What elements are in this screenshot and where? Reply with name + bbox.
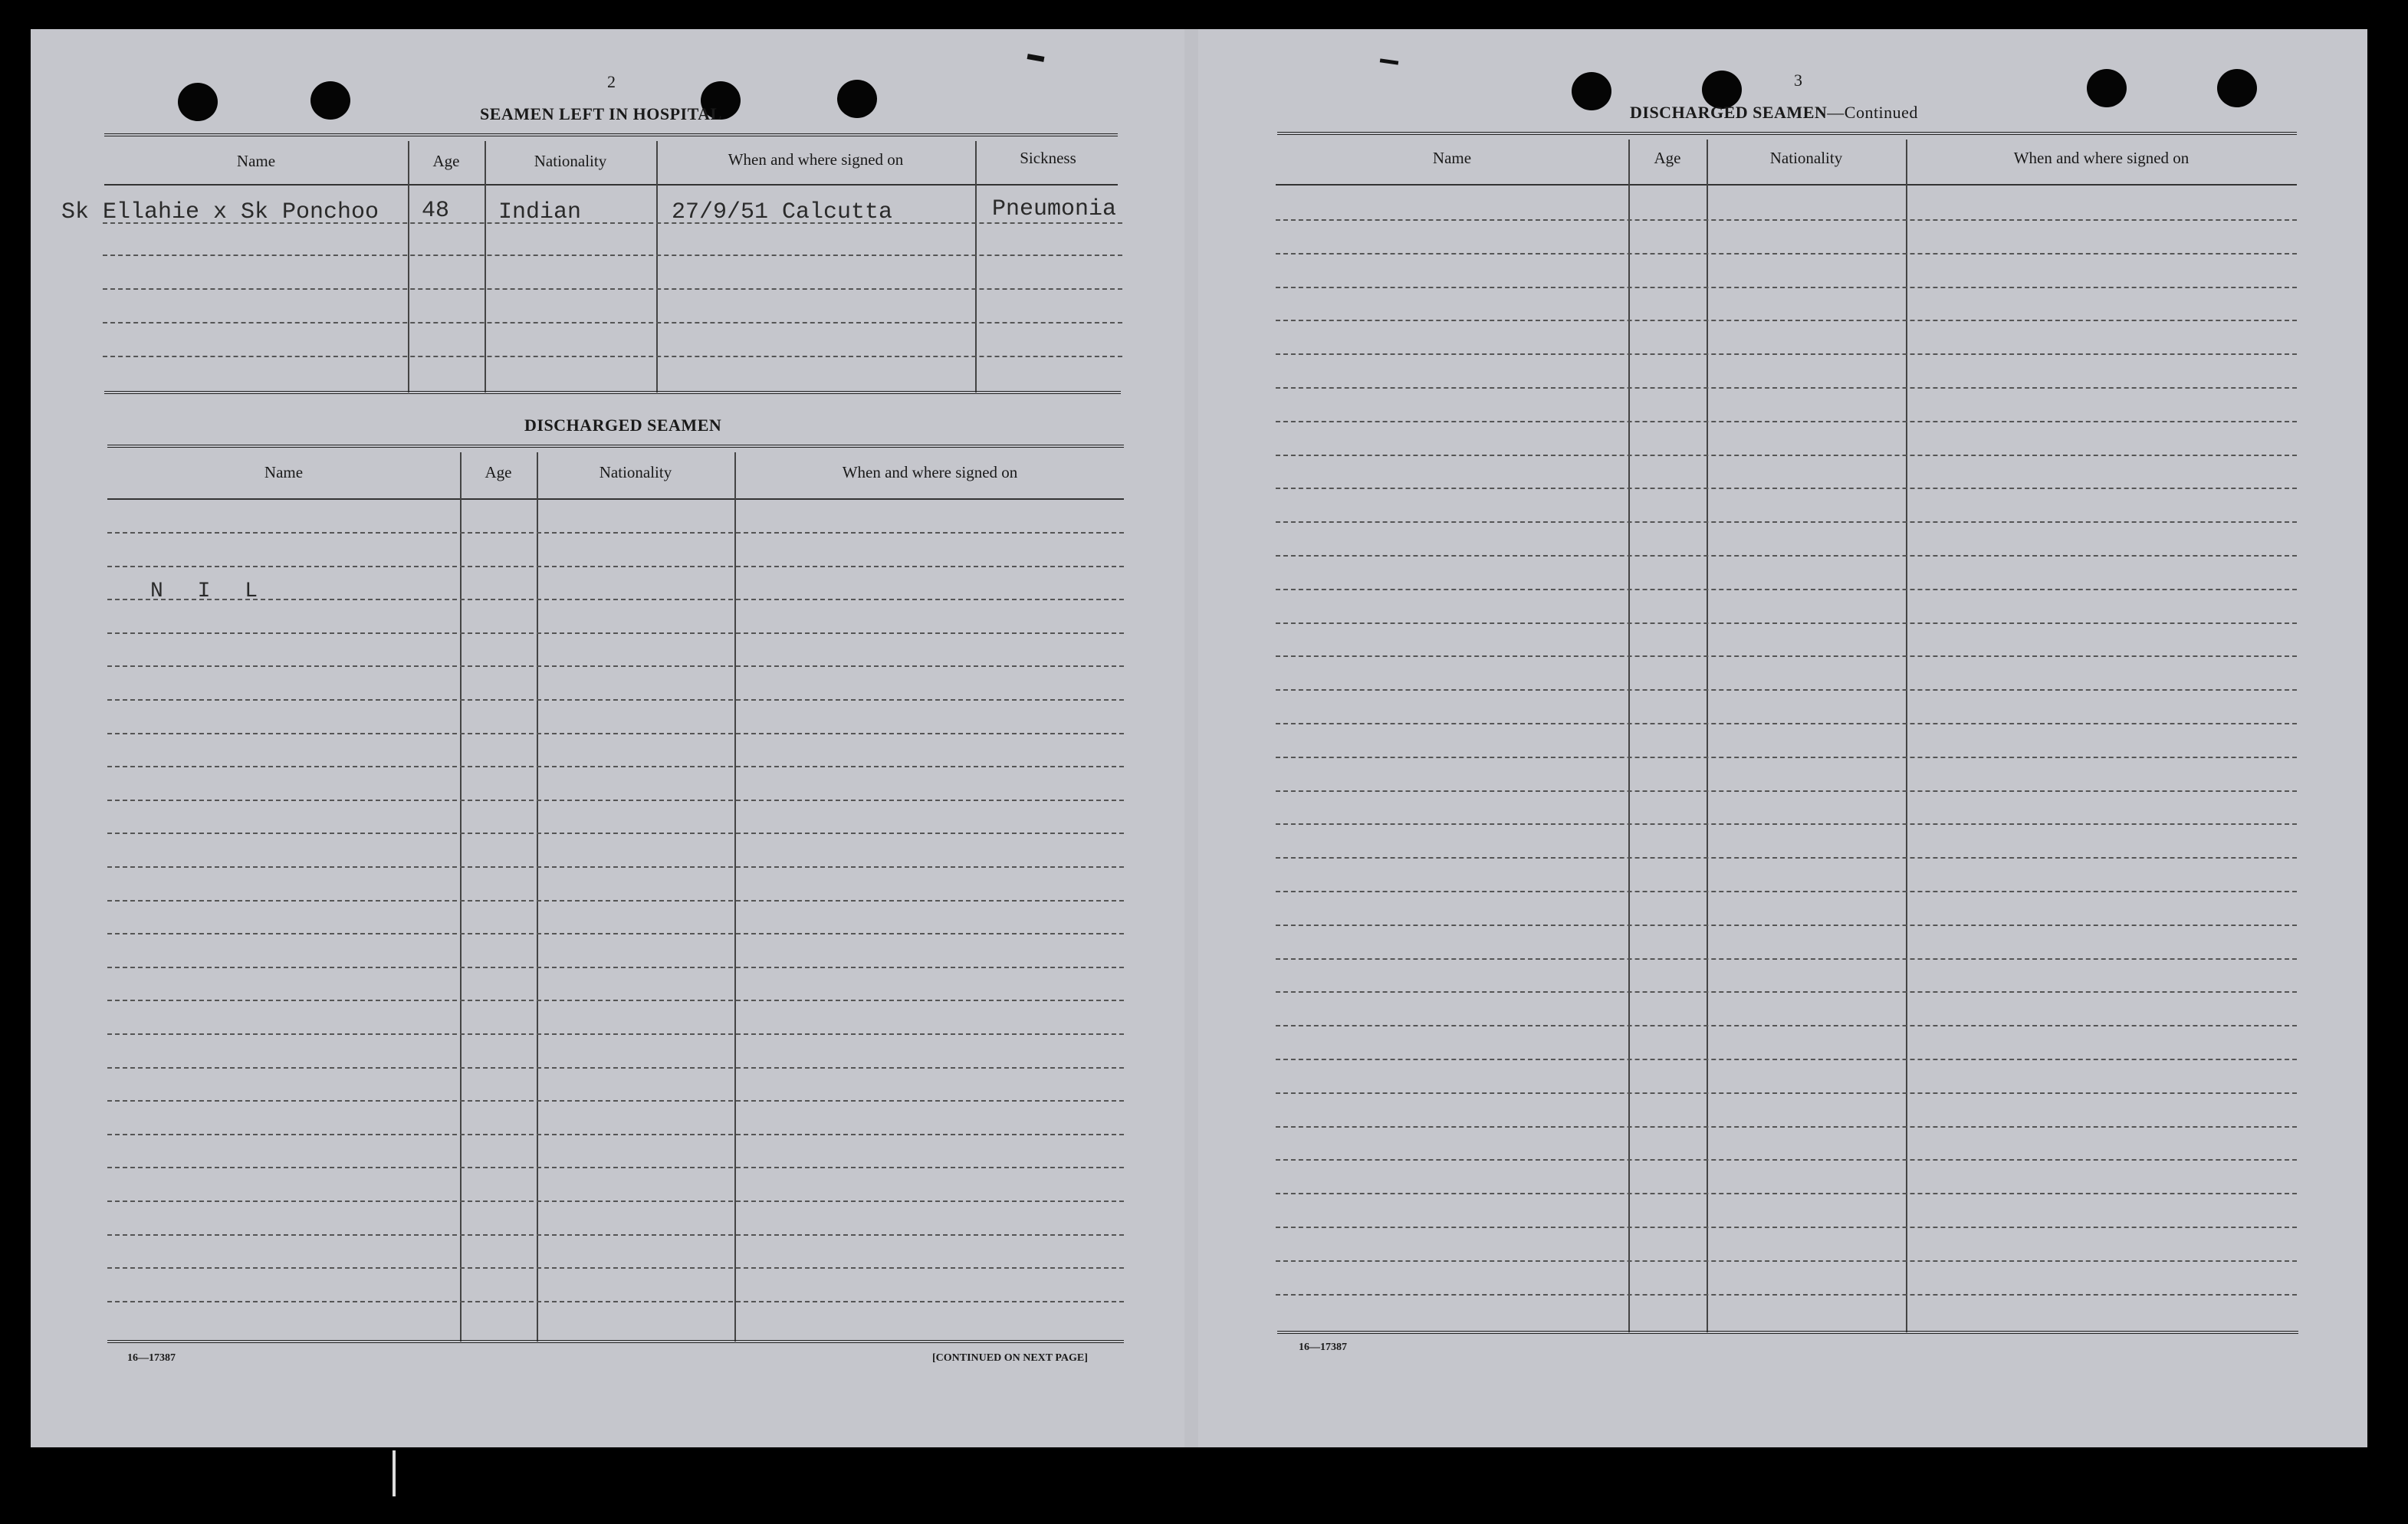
table-rule xyxy=(104,391,1121,394)
row-line xyxy=(1276,1227,2297,1228)
column-header-name: Name xyxy=(1432,149,1472,167)
row-line xyxy=(1276,857,2297,859)
row-line xyxy=(107,532,1124,534)
row-line xyxy=(107,733,1124,734)
row-line xyxy=(107,1167,1124,1168)
edge-mark xyxy=(393,1450,396,1496)
row-line xyxy=(1276,790,2297,792)
row-line xyxy=(107,967,1124,968)
column-header-signed-on: When and where signed on xyxy=(2013,149,2190,167)
row-line xyxy=(1276,925,2297,926)
punch-hole xyxy=(2217,69,2257,107)
row-line xyxy=(1276,655,2297,657)
column-divider xyxy=(485,141,486,392)
column-header-nationality: Nationality xyxy=(534,152,607,170)
column-divider xyxy=(656,141,658,392)
row-line xyxy=(1276,1126,2297,1128)
row-line xyxy=(1276,488,2297,489)
row-line xyxy=(1276,353,2297,355)
table-rule xyxy=(1277,132,2297,135)
column-header-nationality: Nationality xyxy=(1769,149,1843,167)
row-line xyxy=(107,900,1124,902)
column-header-signed-on: When and where signed on xyxy=(728,150,904,169)
row-line xyxy=(107,1234,1124,1236)
row-line xyxy=(1276,1260,2297,1262)
page-number: 2 xyxy=(607,72,616,91)
row-line xyxy=(1276,421,2297,422)
form-number: 16—17387 xyxy=(1299,1342,1347,1353)
seaman-sickness: Pneumonia xyxy=(992,196,1117,222)
discharged-section-title: DISCHARGED SEAMEN xyxy=(524,415,722,435)
row-line xyxy=(107,800,1124,801)
row-line xyxy=(103,288,1122,290)
row-line xyxy=(1276,991,2297,993)
form-number: 16—17387 xyxy=(127,1352,176,1364)
column-divider xyxy=(734,452,736,1342)
row-line xyxy=(1276,1159,2297,1161)
row-line xyxy=(1276,723,2297,724)
column-divider xyxy=(537,452,538,1342)
page-fold xyxy=(1184,29,1198,1447)
row-line xyxy=(107,1100,1124,1102)
row-line xyxy=(103,322,1122,324)
punch-hole xyxy=(178,83,218,121)
right-page xyxy=(1194,29,2367,1447)
row-line xyxy=(107,1134,1124,1135)
column-header-name: Name xyxy=(264,463,304,481)
punch-hole xyxy=(310,81,350,120)
row-line xyxy=(1276,622,2297,624)
row-line xyxy=(103,356,1122,357)
row-line xyxy=(103,222,1122,224)
row-line xyxy=(1276,891,2297,892)
row-prefix: Sk xyxy=(61,199,90,225)
column-divider xyxy=(1707,140,1708,1332)
row-line xyxy=(1276,958,2297,960)
discharged-title-text: DISCHARGED SEAMEN xyxy=(1630,103,1828,122)
continued-suffix: —Continued xyxy=(1827,103,1918,122)
row-line xyxy=(107,1000,1124,1001)
row-line xyxy=(1276,1193,2297,1194)
seaman-nationality: Indian xyxy=(498,199,582,225)
row-line xyxy=(107,1301,1124,1302)
row-line xyxy=(1276,555,2297,557)
seaman-signed-on: 27/9/51 Calcutta xyxy=(672,199,893,225)
table-rule xyxy=(1277,1331,2298,1334)
row-line xyxy=(107,766,1124,767)
row-line xyxy=(1276,320,2297,321)
table-rule xyxy=(107,498,1124,500)
row-line xyxy=(1276,589,2297,590)
column-header-age: Age xyxy=(485,463,512,481)
row-line xyxy=(1276,1294,2297,1296)
row-line xyxy=(1276,689,2297,691)
column-divider xyxy=(408,141,409,392)
column-header-sickness: Sickness xyxy=(1020,149,1076,167)
row-line xyxy=(107,1200,1124,1202)
row-line xyxy=(1276,757,2297,758)
punch-hole xyxy=(1572,72,1611,110)
row-line xyxy=(1276,219,2297,221)
column-header-age: Age xyxy=(1654,149,1681,167)
row-line xyxy=(107,833,1124,834)
row-line xyxy=(107,1067,1124,1069)
column-divider xyxy=(460,452,462,1342)
column-header-nationality: Nationality xyxy=(599,463,672,481)
punch-hole xyxy=(2087,69,2127,107)
row-line xyxy=(1276,455,2297,456)
row-line xyxy=(1276,1059,2297,1060)
column-header-age: Age xyxy=(432,152,460,170)
row-line xyxy=(107,665,1124,667)
row-line xyxy=(1276,521,2297,523)
table-rule xyxy=(107,445,1124,448)
column-divider xyxy=(975,141,977,392)
row-line xyxy=(1276,1025,2297,1026)
row-line xyxy=(1276,253,2297,255)
row-line xyxy=(107,1267,1124,1269)
column-divider xyxy=(1628,140,1630,1332)
row-line xyxy=(107,866,1124,868)
row-line xyxy=(107,1033,1124,1035)
row-line xyxy=(107,933,1124,934)
column-header-signed-on: When and where signed on xyxy=(842,463,1018,481)
table-rule xyxy=(104,184,1118,186)
row-line xyxy=(1276,1092,2297,1094)
hospital-section-title: SEAMEN LEFT IN HOSPITAL xyxy=(480,104,722,123)
row-line xyxy=(107,632,1124,634)
column-divider xyxy=(1906,140,1907,1332)
column-header-name: Name xyxy=(236,152,276,170)
table-rule xyxy=(107,1340,1124,1343)
discharged-continued-title xyxy=(1630,103,1918,123)
seaman-name: Ellahie x Sk Ponchoo xyxy=(103,199,379,225)
row-line xyxy=(107,699,1124,701)
row-line xyxy=(1276,387,2297,389)
table-rule xyxy=(104,133,1118,136)
row-line xyxy=(1276,287,2297,288)
row-line xyxy=(103,255,1122,256)
continued-note: [CONTINUED ON NEXT PAGE] xyxy=(932,1352,1088,1364)
row-line xyxy=(1276,823,2297,825)
seaman-age: 48 xyxy=(422,198,450,224)
table-rule xyxy=(1276,184,2297,186)
row-line xyxy=(107,599,1124,600)
punch-hole xyxy=(837,80,877,118)
row-line xyxy=(107,566,1124,567)
page-number: 3 xyxy=(1794,71,1802,90)
nil-entry: N I L xyxy=(150,580,269,603)
